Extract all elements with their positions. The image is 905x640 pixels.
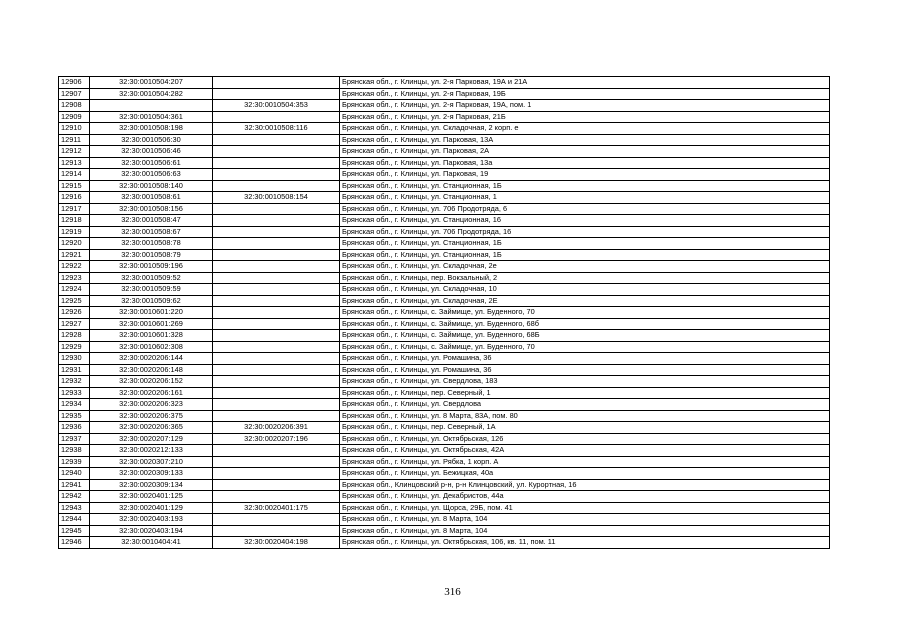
linked-cadastral-number-cell: 32:30:0010508:116 bbox=[213, 123, 340, 135]
table-row bbox=[59, 468, 830, 480]
address-cell: Брянская обл., г. Клинцы, ул. Ромашина, 36 bbox=[340, 364, 830, 376]
table-row bbox=[59, 192, 830, 204]
address-cell: Брянская обл., г. Клинцы, пер. Северный, 1А bbox=[340, 422, 830, 434]
table-row bbox=[59, 364, 830, 376]
cadastral-number-cell: 32:30:0010601:220 bbox=[90, 307, 213, 319]
cadastral-number-cell: 32:30:0020401:125 bbox=[90, 491, 213, 503]
table-row bbox=[59, 88, 830, 100]
address-cell: Брянская обл., г. Клинцы, с. Займище, ул. Буденного, 70 bbox=[340, 341, 830, 353]
table-row bbox=[59, 111, 830, 123]
row-number-cell: 12933 bbox=[59, 387, 90, 399]
linked-cadastral-number-cell bbox=[213, 468, 340, 480]
page-number: 316 bbox=[444, 586, 461, 598]
table-row bbox=[59, 77, 830, 89]
row-number-cell: 12941 bbox=[59, 479, 90, 491]
table-row bbox=[59, 123, 830, 135]
address-cell: Брянская обл., г. Клинцы, ул. Бежицкая, 40а bbox=[340, 468, 830, 480]
linked-cadastral-number-cell bbox=[213, 364, 340, 376]
table-row bbox=[59, 422, 830, 434]
table-row bbox=[59, 479, 830, 491]
row-number-cell: 12936 bbox=[59, 422, 90, 434]
linked-cadastral-number-cell bbox=[213, 330, 340, 342]
row-number-cell: 12923 bbox=[59, 272, 90, 284]
address-cell: Брянская обл., г. Клинцы, ул. 706 Продотряда, 6 bbox=[340, 203, 830, 215]
linked-cadastral-number-cell bbox=[213, 445, 340, 457]
linked-cadastral-number-cell: 32:30:0020207:196 bbox=[213, 433, 340, 445]
table-row bbox=[59, 134, 830, 146]
address-cell: Брянская обл., г. Клинцы, ул. Свердлова, 183 bbox=[340, 376, 830, 388]
table-row bbox=[59, 203, 830, 215]
row-number-cell: 12920 bbox=[59, 238, 90, 250]
cadastral-number-cell: 32:30:0020206:323 bbox=[90, 399, 213, 411]
cadastral-number-cell: 32:30:0010506:46 bbox=[90, 146, 213, 158]
table-row bbox=[59, 537, 830, 549]
row-number-cell: 12940 bbox=[59, 468, 90, 480]
row-number-cell: 12918 bbox=[59, 215, 90, 227]
row-number-cell: 12927 bbox=[59, 318, 90, 330]
cadastral-number-cell: 32:30:0010508:61 bbox=[90, 192, 213, 204]
address-cell: Брянская обл., г. Клинцы, с. Займище, ул. Буденного, 70 bbox=[340, 307, 830, 319]
row-number-cell: 12926 bbox=[59, 307, 90, 319]
linked-cadastral-number-cell bbox=[213, 456, 340, 468]
cadastral-number-cell: 32:30:0010504:282 bbox=[90, 88, 213, 100]
linked-cadastral-number-cell bbox=[213, 88, 340, 100]
cadastral-number-cell: 32:30:0010506:63 bbox=[90, 169, 213, 181]
address-cell: Брянская обл., г. Клинцы, ул. Станционная, 16 bbox=[340, 215, 830, 227]
row-number-cell: 12931 bbox=[59, 364, 90, 376]
linked-cadastral-number-cell bbox=[213, 479, 340, 491]
address-cell: Брянская обл., г. Клинцы, ул. 2-я Парковая, 19Б bbox=[340, 88, 830, 100]
table-row bbox=[59, 226, 830, 238]
cadastral-number-cell: 32:30:0020307:210 bbox=[90, 456, 213, 468]
row-number-cell: 12932 bbox=[59, 376, 90, 388]
cadastral-number-cell bbox=[90, 100, 213, 112]
table-row bbox=[59, 307, 830, 319]
linked-cadastral-number-cell bbox=[213, 226, 340, 238]
table-row bbox=[59, 180, 830, 192]
cadastral-number-cell: 32:30:0010404:41 bbox=[90, 537, 213, 549]
cadastral-number-cell: 32:30:0020403:194 bbox=[90, 525, 213, 537]
table-row bbox=[59, 284, 830, 296]
row-number-cell: 12943 bbox=[59, 502, 90, 514]
row-number-cell: 12912 bbox=[59, 146, 90, 158]
address-cell: Брянская обл., г. Клинцы, ул. Станционная, 1Б bbox=[340, 249, 830, 261]
cadastral-number-cell: 32:30:0020207:129 bbox=[90, 433, 213, 445]
cadastral-number-cell: 32:30:0010508:79 bbox=[90, 249, 213, 261]
linked-cadastral-number-cell bbox=[213, 353, 340, 365]
linked-cadastral-number-cell bbox=[213, 134, 340, 146]
table-row bbox=[59, 353, 830, 365]
cadastral-number-cell: 32:30:0010504:207 bbox=[90, 77, 213, 89]
address-cell: Брянская обл., Клинцовский р-н, р-н Клинцовский, ул. Курортная, 16 bbox=[340, 479, 830, 491]
cadastral-number-cell: 32:30:0020309:133 bbox=[90, 468, 213, 480]
address-cell: Брянская обл., г. Клинцы, с. Займище, ул. Буденного, 68Б bbox=[340, 330, 830, 342]
linked-cadastral-number-cell bbox=[213, 410, 340, 422]
row-number-cell: 12928 bbox=[59, 330, 90, 342]
linked-cadastral-number-cell bbox=[213, 169, 340, 181]
address-cell: Брянская обл., г. Клинцы, ул. 2-я Парковая, 21Б bbox=[340, 111, 830, 123]
cadastral-number-cell: 32:30:0020206:161 bbox=[90, 387, 213, 399]
cadastral-number-cell: 32:30:0010508:156 bbox=[90, 203, 213, 215]
row-number-cell: 12914 bbox=[59, 169, 90, 181]
linked-cadastral-number-cell bbox=[213, 261, 340, 273]
address-cell: Брянская обл., г. Клинцы, ул. 8 Марта, 83А, пом. 80 bbox=[340, 410, 830, 422]
linked-cadastral-number-cell bbox=[213, 525, 340, 537]
linked-cadastral-number-cell bbox=[213, 307, 340, 319]
address-cell: Брянская обл., г. Клинцы, ул. Складочная, 2 корп. е bbox=[340, 123, 830, 135]
row-number-cell: 12937 bbox=[59, 433, 90, 445]
table-row bbox=[59, 387, 830, 399]
address-cell: Брянская обл., г. Клинцы, ул. Складочная, 2Е bbox=[340, 295, 830, 307]
linked-cadastral-number-cell bbox=[213, 249, 340, 261]
linked-cadastral-number-cell: 32:30:0020401:175 bbox=[213, 502, 340, 514]
row-number-cell: 12929 bbox=[59, 341, 90, 353]
row-number-cell: 12946 bbox=[59, 537, 90, 549]
cadastral-number-cell: 32:30:0010509:196 bbox=[90, 261, 213, 273]
cadastral-number-cell: 32:30:0010508:67 bbox=[90, 226, 213, 238]
table-row bbox=[59, 100, 830, 112]
cadastral-number-cell: 32:30:0020206:365 bbox=[90, 422, 213, 434]
address-cell: Брянская обл., г. Клинцы, ул. Складочная, 10 bbox=[340, 284, 830, 296]
table-row bbox=[59, 146, 830, 158]
cadastral-number-cell: 32:30:0020206:148 bbox=[90, 364, 213, 376]
row-number-cell: 12925 bbox=[59, 295, 90, 307]
row-number-cell: 12909 bbox=[59, 111, 90, 123]
linked-cadastral-number-cell bbox=[213, 215, 340, 227]
table-row bbox=[59, 433, 830, 445]
address-cell: Брянская обл., г. Клинцы, ул. Октябрьская, 106, кв. 11, пом. 11 bbox=[340, 537, 830, 549]
cadastral-number-cell: 32:30:0010601:269 bbox=[90, 318, 213, 330]
table-row bbox=[59, 456, 830, 468]
cadastral-number-cell: 32:30:0020401:129 bbox=[90, 502, 213, 514]
row-number-cell: 12910 bbox=[59, 123, 90, 135]
cadastral-number-cell: 32:30:0010506:61 bbox=[90, 157, 213, 169]
row-number-cell: 12942 bbox=[59, 491, 90, 503]
address-cell: Брянская обл., г. Клинцы, ул. 706 Продотряда, 16 bbox=[340, 226, 830, 238]
table-row bbox=[59, 514, 830, 526]
address-cell: Брянская обл., г. Клинцы, ул. Станционная, 1Б bbox=[340, 238, 830, 250]
address-cell: Брянская обл., г. Клинцы, ул. Октябрьская, 126 bbox=[340, 433, 830, 445]
table-row bbox=[59, 341, 830, 353]
linked-cadastral-number-cell bbox=[213, 272, 340, 284]
table-row bbox=[59, 410, 830, 422]
linked-cadastral-number-cell bbox=[213, 238, 340, 250]
linked-cadastral-number-cell: 32:30:0010504:353 bbox=[213, 100, 340, 112]
cadastral-number-cell: 32:30:0010509:59 bbox=[90, 284, 213, 296]
linked-cadastral-number-cell bbox=[213, 77, 340, 89]
row-number-cell: 12917 bbox=[59, 203, 90, 215]
address-cell: Брянская обл., г. Клинцы, ул. Щорса, 29Б, пом. 41 bbox=[340, 502, 830, 514]
row-number-cell: 12945 bbox=[59, 525, 90, 537]
cadastral-number-cell: 32:30:0020309:134 bbox=[90, 479, 213, 491]
registry-table-body bbox=[59, 77, 830, 549]
row-number-cell: 12922 bbox=[59, 261, 90, 273]
address-cell: Брянская обл., г. Клинцы, пер. Вокзальный, 2 bbox=[340, 272, 830, 284]
linked-cadastral-number-cell bbox=[213, 387, 340, 399]
table-row bbox=[59, 157, 830, 169]
table-row bbox=[59, 502, 830, 514]
table-row bbox=[59, 249, 830, 261]
linked-cadastral-number-cell bbox=[213, 180, 340, 192]
address-cell: Брянская обл., г. Клинцы, ул. Станционная, 1Б bbox=[340, 180, 830, 192]
address-cell: Брянская обл., г. Клинцы, ул. 2-я Парковая, 19А и 21А bbox=[340, 77, 830, 89]
cadastral-number-cell: 32:30:0010504:361 bbox=[90, 111, 213, 123]
table-row bbox=[59, 238, 830, 250]
address-cell: Брянская обл., г. Клинцы, ул. Парковая, 13А bbox=[340, 134, 830, 146]
cadastral-number-cell: 32:30:0020403:193 bbox=[90, 514, 213, 526]
cadastral-number-cell: 32:30:0010601:328 bbox=[90, 330, 213, 342]
linked-cadastral-number-cell: 32:30:0020404:198 bbox=[213, 537, 340, 549]
linked-cadastral-number-cell bbox=[213, 318, 340, 330]
row-number-cell: 12916 bbox=[59, 192, 90, 204]
address-cell: Брянская обл., г. Клинцы, ул. Парковая, 19 bbox=[340, 169, 830, 181]
linked-cadastral-number-cell: 32:30:0010508:154 bbox=[213, 192, 340, 204]
address-cell: Брянская обл., г. Клинцы, ул. Октябрьская, 42А bbox=[340, 445, 830, 457]
cadastral-number-cell: 32:30:0020206:152 bbox=[90, 376, 213, 388]
row-number-cell: 12913 bbox=[59, 157, 90, 169]
row-number-cell: 12908 bbox=[59, 100, 90, 112]
cadastral-number-cell: 32:30:0020206:375 bbox=[90, 410, 213, 422]
row-number-cell: 12915 bbox=[59, 180, 90, 192]
row-number-cell: 12944 bbox=[59, 514, 90, 526]
row-number-cell: 12907 bbox=[59, 88, 90, 100]
linked-cadastral-number-cell: 32:30:0020206:391 bbox=[213, 422, 340, 434]
row-number-cell: 12906 bbox=[59, 77, 90, 89]
address-cell: Брянская обл., г. Клинцы, с. Займище, ул. Буденного, 68б bbox=[340, 318, 830, 330]
address-cell: Брянская обл., г. Клинцы, ул. Станционная, 1 bbox=[340, 192, 830, 204]
row-number-cell: 12921 bbox=[59, 249, 90, 261]
registry-table bbox=[58, 76, 830, 549]
row-number-cell: 12934 bbox=[59, 399, 90, 411]
address-cell: Брянская обл., г. Клинцы, ул. 8 Марта, 104 bbox=[340, 514, 830, 526]
table-row bbox=[59, 399, 830, 411]
address-cell: Брянская обл., г. Клинцы, ул. Свердлова bbox=[340, 399, 830, 411]
address-cell: Брянская обл., г. Клинцы, ул. Рябка, 1 корп. А bbox=[340, 456, 830, 468]
cadastral-number-cell: 32:30:0010509:52 bbox=[90, 272, 213, 284]
row-number-cell: 12938 bbox=[59, 445, 90, 457]
address-cell: Брянская обл., г. Клинцы, ул. 8 Марта, 104 bbox=[340, 525, 830, 537]
address-cell: Брянская обл., г. Клинцы, ул. Парковая, 13а bbox=[340, 157, 830, 169]
linked-cadastral-number-cell bbox=[213, 157, 340, 169]
table-row bbox=[59, 169, 830, 181]
table-row bbox=[59, 272, 830, 284]
row-number-cell: 12939 bbox=[59, 456, 90, 468]
linked-cadastral-number-cell bbox=[213, 514, 340, 526]
linked-cadastral-number-cell bbox=[213, 399, 340, 411]
table-row bbox=[59, 261, 830, 273]
table-row bbox=[59, 318, 830, 330]
linked-cadastral-number-cell bbox=[213, 203, 340, 215]
table-row bbox=[59, 215, 830, 227]
linked-cadastral-number-cell bbox=[213, 295, 340, 307]
linked-cadastral-number-cell bbox=[213, 376, 340, 388]
cadastral-number-cell: 32:30:0010508:198 bbox=[90, 123, 213, 135]
address-cell: Брянская обл., г. Клинцы, пер. Северный, 1 bbox=[340, 387, 830, 399]
address-cell: Брянская обл., г. Клинцы, ул. Ромашина, 36 bbox=[340, 353, 830, 365]
row-number-cell: 12930 bbox=[59, 353, 90, 365]
table-row bbox=[59, 295, 830, 307]
row-number-cell: 12911 bbox=[59, 134, 90, 146]
table-row bbox=[59, 330, 830, 342]
cadastral-number-cell: 32:30:0020206:144 bbox=[90, 353, 213, 365]
address-cell: Брянская обл., г. Клинцы, ул. Декабристов, 44а bbox=[340, 491, 830, 503]
cadastral-number-cell: 32:30:0010602:308 bbox=[90, 341, 213, 353]
row-number-cell: 12935 bbox=[59, 410, 90, 422]
cadastral-number-cell: 32:30:0010506:30 bbox=[90, 134, 213, 146]
row-number-cell: 12919 bbox=[59, 226, 90, 238]
cadastral-number-cell: 32:30:0010508:78 bbox=[90, 238, 213, 250]
table-row bbox=[59, 445, 830, 457]
linked-cadastral-number-cell bbox=[213, 111, 340, 123]
linked-cadastral-number-cell bbox=[213, 341, 340, 353]
address-cell: Брянская обл., г. Клинцы, ул. Парковая, 2А bbox=[340, 146, 830, 158]
cadastral-number-cell: 32:30:0010508:47 bbox=[90, 215, 213, 227]
cadastral-number-cell: 32:30:0010509:62 bbox=[90, 295, 213, 307]
linked-cadastral-number-cell bbox=[213, 284, 340, 296]
table-row bbox=[59, 491, 830, 503]
table-row bbox=[59, 376, 830, 388]
row-number-cell: 12924 bbox=[59, 284, 90, 296]
cadastral-number-cell: 32:30:0020212:133 bbox=[90, 445, 213, 457]
table-row bbox=[59, 525, 830, 537]
cadastral-number-cell: 32:30:0010508:140 bbox=[90, 180, 213, 192]
linked-cadastral-number-cell bbox=[213, 146, 340, 158]
address-cell: Брянская обл., г. Клинцы, ул. Складочная, 2е bbox=[340, 261, 830, 273]
address-cell: Брянская обл., г. Клинцы, ул. 2-я Парковая, 19А, пом. 1 bbox=[340, 100, 830, 112]
linked-cadastral-number-cell bbox=[213, 491, 340, 503]
